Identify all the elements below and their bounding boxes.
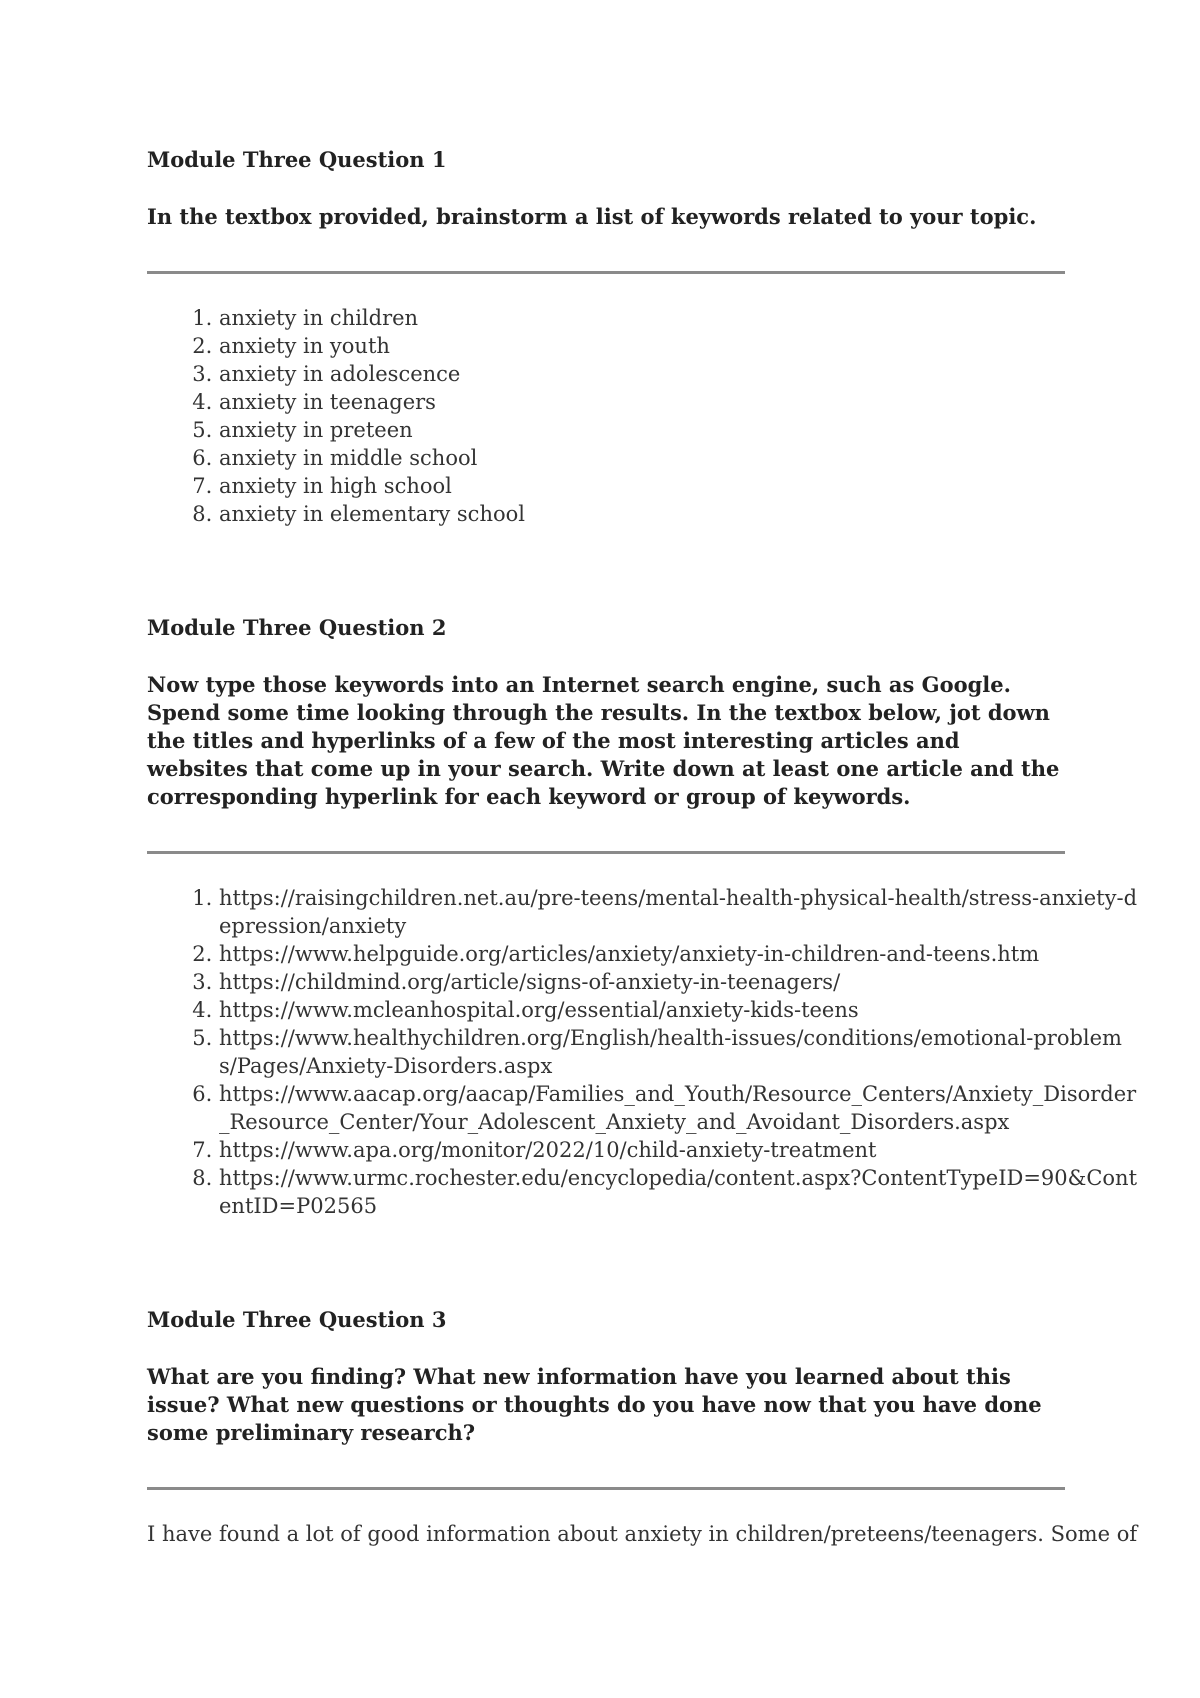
list-item: 1. https://raisingchildren.net.au/pre-teens/mental-health-physical-health/stress-anxiety-depression/anxiety <box>219 884 1137 940</box>
list-item: 6. anxiety in middle school <box>219 444 1137 472</box>
question-2-prompt: Now type those keywords into an Internet search engine, such as Google. Spend some time looking through the results. In the textbox below, jot down the titles and hyperlinks of a few of the most interesting articles and websites that come up in your search. Write down at least one article and the corresponding hyperlink for each keyword or group of keywords. <box>147 672 1060 809</box>
list-item: 6. https://www.aacap.org/aacap/Families_and_Youth/Resource_Centers/Anxiety_Disorder_Resource_Center/Your_Adolescent_Anxiety_and_Avoidant_Disorders.aspx <box>219 1080 1137 1136</box>
question-3-prompt: What are you finding? What new information have you learned about this issue? What new questions or thoughts do you have now that you have done some preliminary research? <box>147 1364 1042 1445</box>
list-item: 3. anxiety in adolescence <box>219 360 1137 388</box>
question-2-answer-list[interactable] <box>147 884 1137 1220</box>
list-item: 5. https://www.healthychildren.org/English/health-issues/conditions/emotional-problems/Pages/Anxiety-Disorders.aspx <box>219 1024 1137 1080</box>
list-item: 4. anxiety in teenagers <box>219 388 1137 416</box>
list-item: 4. https://www.mcleanhospital.org/essential/anxiety-kids-teens <box>219 996 1137 1024</box>
list-item: 3. https://childmind.org/article/signs-of-anxiety-in-teenagers/ <box>219 968 1137 996</box>
question-2-textbox-divider <box>147 851 1065 854</box>
list-item: 2. anxiety in youth <box>219 332 1137 360</box>
question-3-answer-text[interactable]: I have found a lot of good information about anxiety in children/preteens/teenagers. Some of <box>147 1522 1138 1546</box>
list-item: 5. anxiety in preteen <box>219 416 1137 444</box>
question-3-title: Module Three Question 3 <box>147 1307 447 1332</box>
list-item: 7. anxiety in high school <box>219 472 1137 500</box>
list-item: 2. https://www.helpguide.org/articles/anxiety/anxiety-in-children-and-teens.htm <box>219 940 1137 968</box>
list-item: 1. anxiety in children <box>219 304 1137 332</box>
question-3-textbox-divider <box>147 1487 1065 1490</box>
question-2-title: Module Three Question 2 <box>147 615 447 640</box>
question-1-answer-list[interactable] <box>147 304 1137 528</box>
question-1-title: Module Three Question 1 <box>147 147 447 172</box>
list-item: 7. https://www.apa.org/monitor/2022/10/child-anxiety-treatment <box>219 1136 1137 1164</box>
question-1-prompt: In the textbox provided, brainstorm a list of keywords related to your topic. <box>147 204 1037 229</box>
list-item: 8. https://www.urmc.rochester.edu/encyclopedia/content.aspx?ContentTypeID=90&ContentID=P02565 <box>219 1164 1137 1220</box>
list-item: 8. anxiety in elementary school <box>219 500 1137 528</box>
question-1-textbox-divider <box>147 271 1065 274</box>
